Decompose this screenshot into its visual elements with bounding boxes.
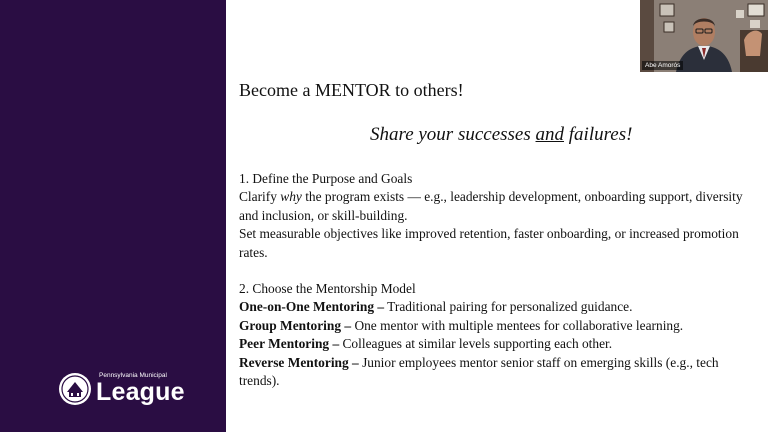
section-line: Set measurable objectives like improved retention, faster onboarding, or increased promotion rates.: [239, 226, 739, 260]
participant-video-tile[interactable]: [640, 0, 768, 72]
tagline-underlined: and: [535, 124, 565, 145]
tagline-part2: failures!: [564, 124, 633, 145]
section-purpose: [239, 170, 744, 262]
section-title: 1. Define the Purpose and Goals: [239, 171, 413, 186]
section-models: [239, 280, 744, 390]
model-item: [239, 354, 744, 391]
model-label: Peer Mentoring –: [239, 336, 340, 352]
model-text: Traditional pairing for personalized guidance.: [384, 299, 633, 315]
model-label: One-on-One Mentoring –: [239, 299, 385, 315]
section-line: [239, 188, 744, 225]
model-label: Reverse Mentoring –: [239, 354, 359, 370]
slide-tagline: [370, 124, 632, 146]
logo-title: League: [96, 377, 185, 406]
seal-icon: [58, 372, 92, 406]
line-emphasis: why: [280, 189, 302, 205]
model-text: Colleagues at similar levels supporting each other.: [339, 336, 613, 352]
pml-logo: [58, 372, 185, 406]
slide-heading: Become a MENTOR to others!: [239, 80, 464, 100]
line-text: Clarify: [239, 189, 281, 205]
section-title: 2. Choose the Mentorship Model: [239, 281, 416, 296]
line-text: the program exists — e.g., leadership development, onboarding support, diversity and inclusion, or skill-building.: [239, 189, 743, 223]
participant-name: Abe Amorós: [642, 61, 683, 70]
brand-sidebar: [0, 0, 226, 432]
tagline-part1: Share your successes: [370, 124, 536, 145]
model-item: [239, 335, 744, 353]
logo-subtitle: Pennsylvania Municipal: [99, 372, 167, 380]
model-item: [239, 317, 744, 335]
model-text: One mentor with multiple mentees for collaborative learning.: [351, 317, 684, 333]
model-text: Junior employees mentor senior staff on emerging skills (e.g., tech trends).: [239, 354, 719, 389]
model-label: Group Mentoring –: [239, 317, 352, 333]
model-item: [239, 298, 744, 316]
